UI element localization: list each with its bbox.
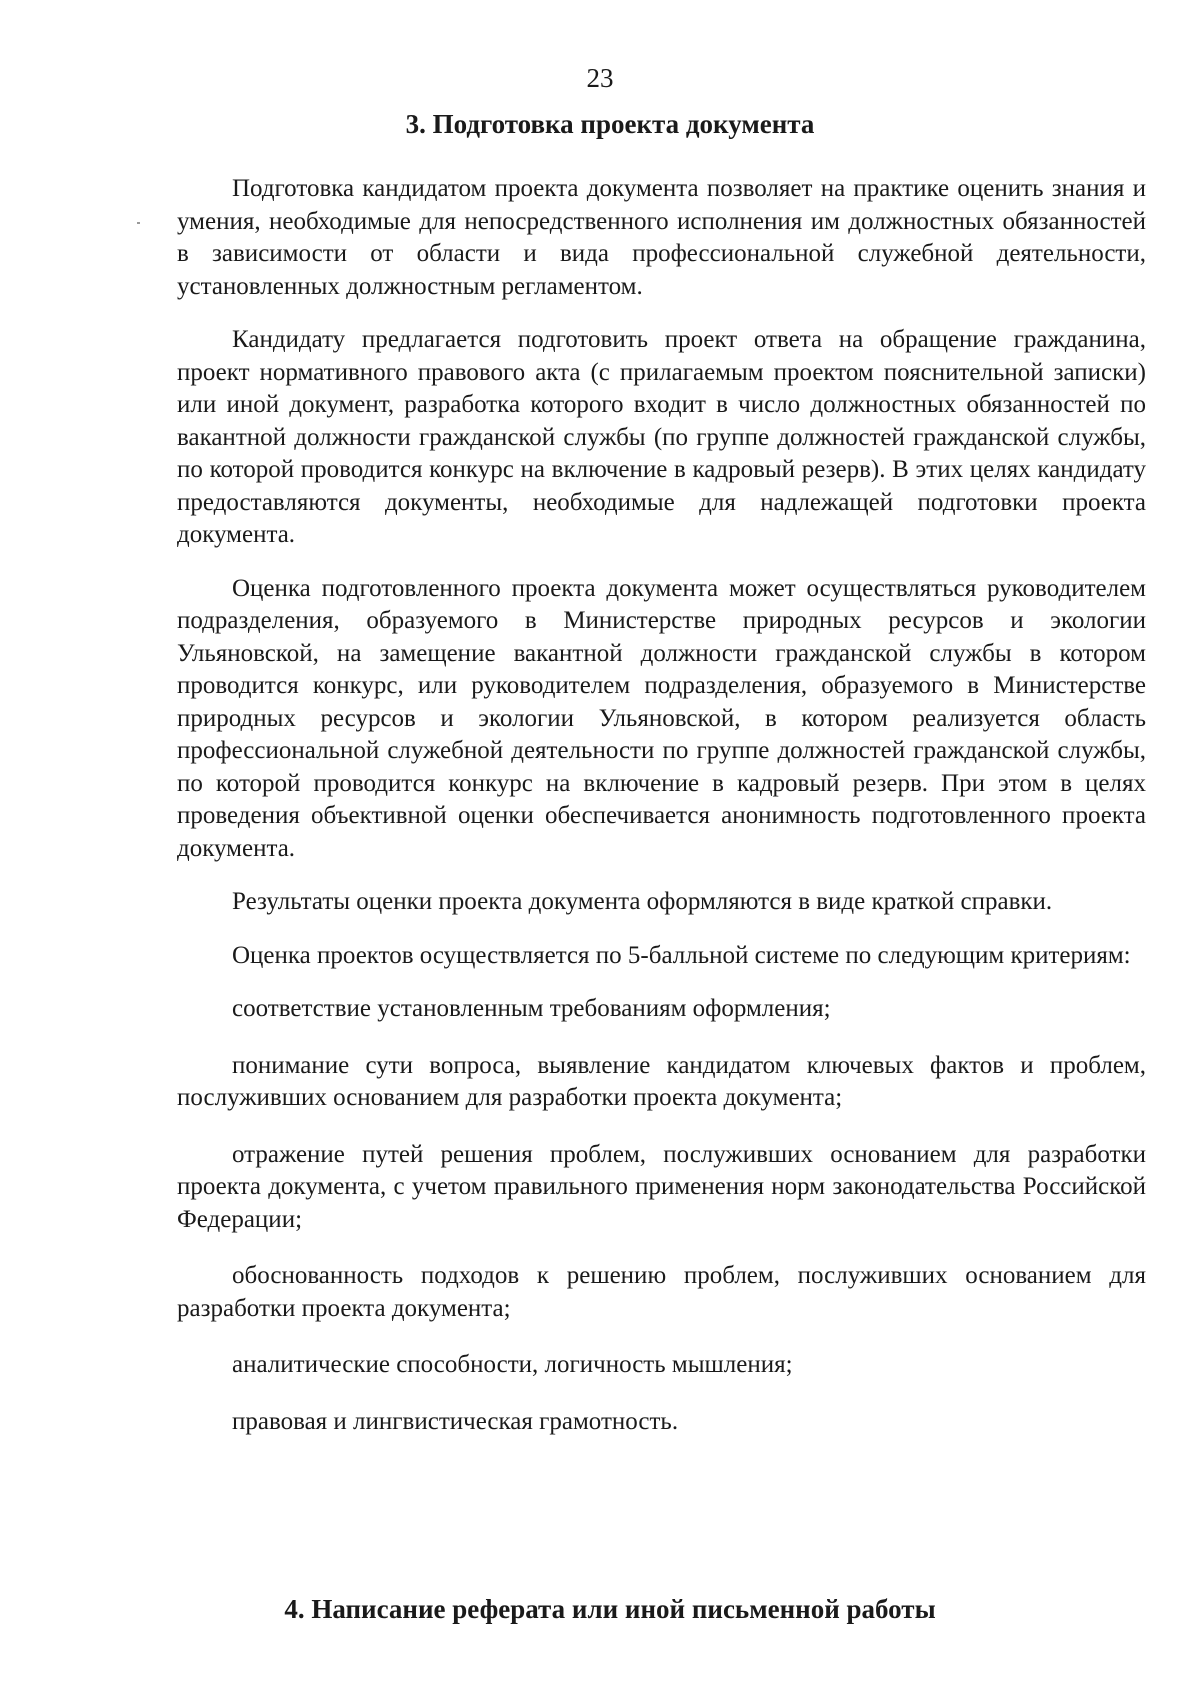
- paragraph-evaluator: Оценка подготовленного проекта документа может осуществляться руководителем подразделения, образуемого в Министерстве природных ресурсов и экологии Ульяновской, на замещение вакантной должности гражданской службы в котором проводится конкурс, или руководителем подразделения, образуемого в Министерстве природных ресурсов и экологии Ульяновской, в котором реализуется область профессиональной служебной деятельности по группе должностей гражданской службы, по которой проводится конкурс на включение в кадровый резерв. При этом в целях проведения объективной оценки обеспечивается анонимность подготовленного проекта документа.: [177, 574, 1146, 862]
- paragraph-intro: Подготовка кандидатом проекта документа позволяет на практике оценить знания и умения, необходимые для непосредственного исполнения им должностных обязанностей в зависимости от области и вида профессиональной служебной деятельности, установленных должностным регламентом.: [177, 175, 1146, 300]
- criterion-item: отражение путей решения проблем, послуживших основанием для разработки проекта документа, с учетом правильного применения норм законодательства Российской Федерации;: [177, 1140, 1146, 1233]
- criterion-item: обоснованность подходов к решению проблем, послуживших основанием для разработки проекта документа;: [177, 1262, 1146, 1322]
- paragraph-results: Результаты оценки проекта документа оформляются в виде краткой справки.: [232, 888, 1053, 915]
- criterion-item: соответствие установленным требованиям оформления;: [232, 995, 831, 1022]
- section-3-title: 3. Подготовка проекта документа: [405, 109, 815, 139]
- paragraph-task: Кандидату предлагается подготовить проект ответа на обращение гражданина, проект нормативного правового акта (с прилагаемым проектом пояснительной записки) или иной документ, разработка которого входит в число должностных обязанностей по вакантной должности гражданской службы (по группе должностей гражданской службы, по которой проводится конкурс на включение в кадровый резерв). В этих целях кандидату предоставляются документы, необходимые для надлежащей подготовки проекта документа.: [177, 326, 1146, 548]
- criterion-item: понимание сути вопроса, выявление кандидатом ключевых фактов и проблем, послуживших основанием для разработки проекта документа;: [177, 1051, 1146, 1111]
- paragraph-scale: Оценка проектов осуществляется по 5-балльной системе по следующим критериям:: [232, 941, 1131, 969]
- section-4-title: 4. Написание реферата или иной письменной работы: [284, 1594, 936, 1624]
- scan-mark: [137, 222, 140, 224]
- criterion-item: аналитические способности, логичность мышления;: [232, 1351, 793, 1378]
- page-number: 23: [586, 63, 614, 93]
- criterion-item: правовая и лингвистическая грамотность.: [232, 1407, 679, 1435]
- document-body: [177, 173, 1146, 1438]
